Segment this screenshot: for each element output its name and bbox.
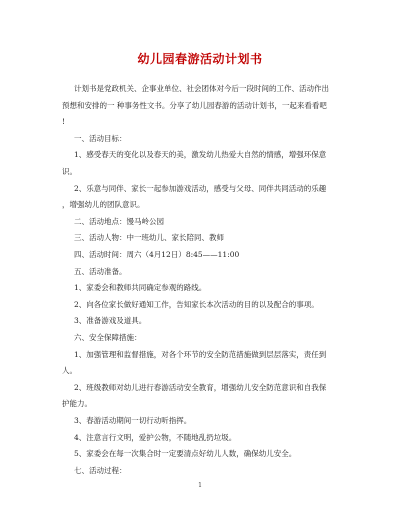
- list-item-line: 5、家委会在每一次集合时一定要清点好幼儿人数，确保幼儿安全。: [74, 449, 297, 459]
- section-heading: 二、活动地点：馒马岭公园: [74, 216, 164, 226]
- list-item-line: 2、向各位家长做好通知工作，告知家长本次活动的目的以及配合的事项。: [74, 299, 319, 309]
- document-title: 幼儿园春游活动计划书: [137, 52, 263, 66]
- list-item-line: 3、春游活动期间一切行动听指挥。: [74, 416, 192, 425]
- section-heading: 五、活动准备。: [74, 266, 127, 276]
- list-item-line: 1、加强管理和监督措施，对各个环节的安全防范措施做到层层落实，责任到: [74, 349, 327, 359]
- paragraph-line: !: [62, 117, 66, 127]
- page-number: 1: [198, 482, 202, 489]
- section-heading: 四、活动时间：周六（4月12日）8:45——11:00: [74, 250, 240, 259]
- list-item-line: 1、感受春天的变化以及春天的美，激发幼儿热爱大自然的情感，增强环保意: [74, 150, 327, 160]
- list-item-line: ，增强幼儿的团队意识。: [62, 200, 145, 210]
- list-item-line: 3、准备游戏及道具。: [74, 316, 147, 326]
- list-item-line: 识。: [62, 167, 77, 176]
- list-item-line: 2、乐意与同伴、家长一起参加游戏活动，感受与父母、同伴共同活动的乐趣: [74, 183, 327, 193]
- list-item-line: 4、注意言行文明，爱护公物，不随地乱扔垃圾。: [74, 432, 237, 442]
- section-heading: 七、活动过程：: [74, 465, 127, 475]
- list-item-line: 护能力。: [62, 399, 92, 409]
- paragraph-line: 预想和安排的一 种事务性文书。分享了幼儿园春游的活动计划书，一起来看看吧: [62, 100, 327, 110]
- list-item-line: 1、家委会和教师共同确定参观的路线。: [74, 283, 207, 293]
- list-item-line: 人。: [62, 366, 77, 376]
- section-heading: 三、活动人物：中一班幼儿、家长陪同、教师: [74, 233, 224, 243]
- section-heading: 六、安全保障措施：: [74, 333, 142, 342]
- section-heading: 一、活动目标：: [74, 133, 127, 143]
- list-item-line: 2、班级教师对幼儿进行春游活动安全教育，增强幼儿安全防范意识和自我保: [74, 382, 327, 392]
- paragraph-line: 计划书是党政机关、企事业单位、社会团体对今后一段时间的工作、活动作出: [74, 84, 329, 93]
